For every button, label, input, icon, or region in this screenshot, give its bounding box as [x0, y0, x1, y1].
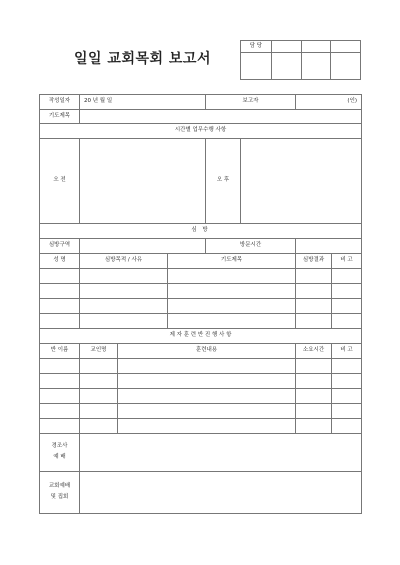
training-cell[interactable] [40, 359, 80, 374]
reporter-field[interactable]: (인) [296, 95, 362, 110]
meeting-label-line2: 및 집회 [50, 494, 69, 501]
training-cell[interactable] [118, 359, 296, 374]
training-cell[interactable] [80, 404, 118, 419]
training-cell[interactable] [118, 404, 296, 419]
training-cell[interactable] [296, 419, 332, 434]
meeting-field[interactable] [80, 472, 362, 514]
visit-area-field[interactable] [80, 239, 206, 254]
meeting-label-line1: 교회예배 [48, 483, 71, 490]
training-header-class: 반 이름 [40, 344, 80, 359]
visit-row [40, 314, 362, 329]
visit-cell[interactable] [40, 269, 80, 284]
visit-header-result: 심방결과 [296, 254, 332, 269]
approval-box [240, 40, 361, 80]
training-cell[interactable] [332, 419, 362, 434]
training-cell[interactable] [80, 389, 118, 404]
visit-header-purpose: 심방목적 / 사유 [80, 254, 168, 269]
ceremony-label-line1: 경조사 [51, 443, 68, 450]
visit-cell[interactable] [332, 269, 362, 284]
hourly-section-title: 시간별 업무수행 사항 [40, 124, 362, 139]
training-cell[interactable] [40, 404, 80, 419]
ceremony-label-line2: 예 배 [53, 454, 66, 461]
visit-cell[interactable] [80, 269, 168, 284]
afternoon-field[interactable] [241, 139, 362, 224]
visit-cell[interactable] [80, 314, 168, 329]
training-row [40, 419, 362, 434]
visit-row [40, 269, 362, 284]
reporter-label: 보고자 [206, 95, 296, 110]
training-header-member: 교인명 [80, 344, 118, 359]
approval-header-cell [271, 41, 301, 53]
training-header-duration: 소요시간 [296, 344, 332, 359]
training-row [40, 359, 362, 374]
training-cell[interactable] [296, 374, 332, 389]
training-cell[interactable] [118, 389, 296, 404]
visit-header-note: 비 고 [332, 254, 362, 269]
approval-sign-cell[interactable] [331, 53, 361, 80]
visit-cell[interactable] [168, 269, 296, 284]
training-cell[interactable] [80, 359, 118, 374]
visit-cell[interactable] [40, 284, 80, 299]
report-form [39, 94, 362, 514]
prayer-field[interactable] [80, 110, 362, 124]
training-cell[interactable] [332, 374, 362, 389]
visit-cell[interactable] [168, 284, 296, 299]
training-row [40, 374, 362, 389]
visit-time-label: 방문시간 [206, 239, 296, 254]
morning-field[interactable] [80, 139, 206, 224]
visit-time-field[interactable] [296, 239, 362, 254]
visit-cell[interactable] [80, 284, 168, 299]
visit-cell[interactable] [332, 284, 362, 299]
visit-header-name: 성 명 [40, 254, 80, 269]
visit-row [40, 284, 362, 299]
training-cell[interactable] [118, 374, 296, 389]
training-cell[interactable] [332, 389, 362, 404]
visit-cell[interactable] [80, 299, 168, 314]
training-cell[interactable] [332, 404, 362, 419]
training-cell[interactable] [40, 374, 80, 389]
training-cell[interactable] [296, 359, 332, 374]
visit-cell[interactable] [332, 314, 362, 329]
training-row [40, 389, 362, 404]
training-header-content: 훈련내용 [118, 344, 296, 359]
meeting-label [40, 472, 80, 514]
training-row [40, 404, 362, 419]
training-cell[interactable] [80, 419, 118, 434]
training-header-note: 비 고 [332, 344, 362, 359]
visit-cell[interactable] [296, 284, 332, 299]
training-cell[interactable] [40, 419, 80, 434]
page-title: 일일 교회목회 보고서 [74, 51, 211, 67]
training-section-title: 제 자 훈 련 반 진 행 사 항 [40, 329, 362, 344]
training-cell[interactable] [332, 359, 362, 374]
approval-header-cell [301, 41, 331, 53]
training-cell[interactable] [296, 404, 332, 419]
visit-cell[interactable] [168, 299, 296, 314]
approval-label: 담 당 [241, 41, 272, 53]
visit-cell[interactable] [168, 314, 296, 329]
approval-header-cell [331, 41, 361, 53]
approval-sign-cell[interactable] [241, 53, 272, 80]
visit-cell[interactable] [40, 314, 80, 329]
visit-header-prayer: 기도제목 [168, 254, 296, 269]
ceremony-field[interactable] [80, 434, 362, 472]
visit-cell[interactable] [296, 299, 332, 314]
visit-row [40, 299, 362, 314]
training-cell[interactable] [80, 374, 118, 389]
afternoon-label: 오 후 [206, 139, 241, 224]
ceremony-label [40, 434, 80, 472]
training-cell[interactable] [118, 419, 296, 434]
visit-section-title: 심 방 [40, 224, 362, 239]
visit-cell[interactable] [40, 299, 80, 314]
visit-area-label: 심방구역 [40, 239, 80, 254]
training-cell[interactable] [40, 389, 80, 404]
date-field[interactable]: 20 년 월 일 [80, 95, 206, 110]
morning-label: 오 전 [40, 139, 80, 224]
prayer-label: 기도제목 [40, 110, 80, 124]
visit-cell[interactable] [296, 314, 332, 329]
visit-cell[interactable] [296, 269, 332, 284]
visit-cell[interactable] [332, 299, 362, 314]
date-label: 작성일자 [40, 95, 80, 110]
approval-sign-cell[interactable] [301, 53, 331, 80]
approval-sign-cell[interactable] [271, 53, 301, 80]
training-cell[interactable] [296, 389, 332, 404]
